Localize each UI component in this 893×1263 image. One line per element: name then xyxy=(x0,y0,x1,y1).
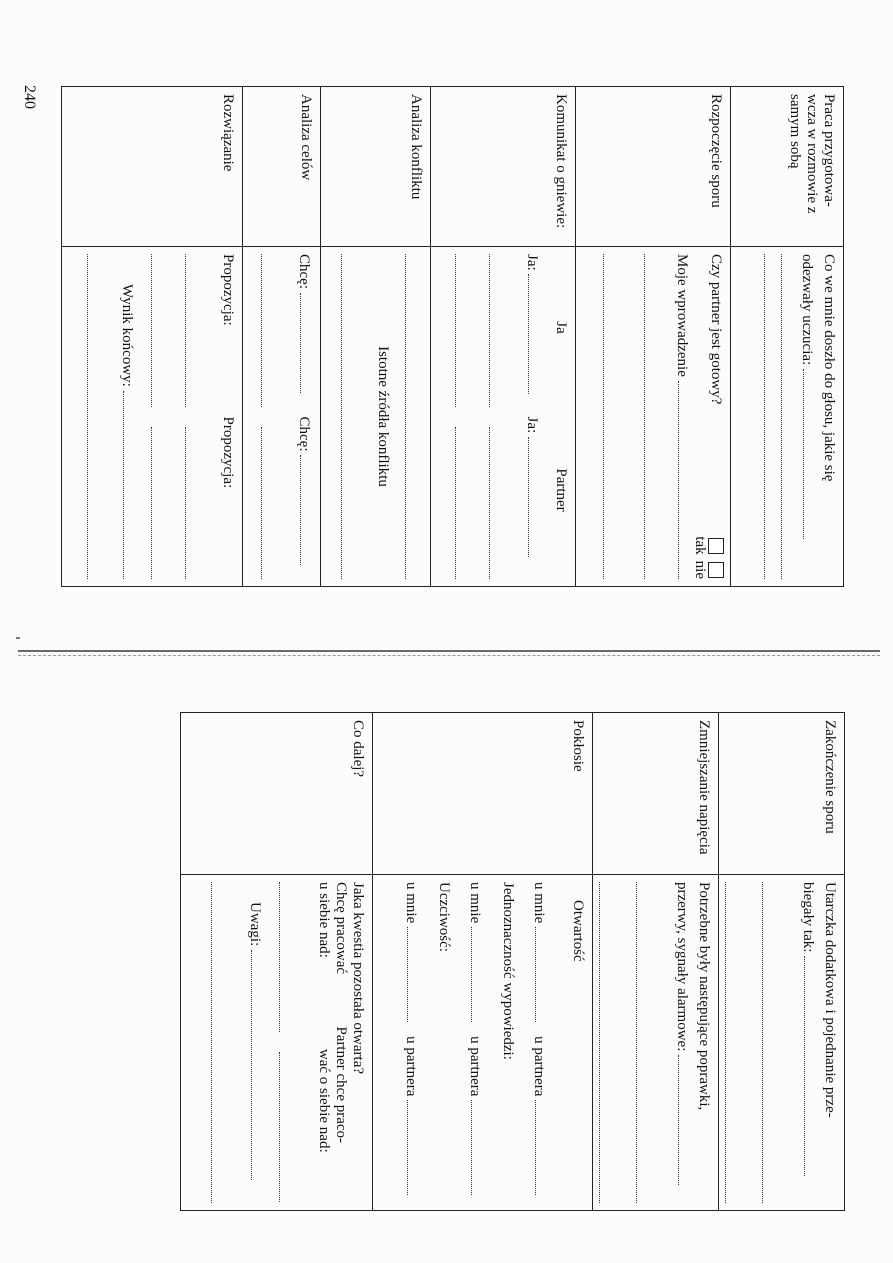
row-preparation xyxy=(731,87,844,587)
work-fields-row xyxy=(279,882,293,1203)
label-text: Praca przygotowa- wcza w rozmowie z samym sobą xyxy=(787,94,837,214)
label-what-next xyxy=(181,713,373,875)
honesty-partner xyxy=(402,1036,421,1203)
dotted-field[interactable] xyxy=(261,254,275,407)
wants-row xyxy=(295,254,314,579)
prompt-line-1: Utarczka dodatkowa i pojednanie prze- xyxy=(822,882,838,1118)
clarity-me xyxy=(466,882,485,1036)
row-end-dispute xyxy=(719,713,845,1211)
prompt-line-2-row xyxy=(673,882,692,1203)
work-row-2 xyxy=(315,882,332,1203)
proposals-extra-row xyxy=(185,254,199,579)
openness-label: Otwartość xyxy=(570,900,586,962)
dotted-field[interactable] xyxy=(603,254,618,579)
me-prefix: Ja: xyxy=(524,254,540,271)
content-anger-message xyxy=(431,247,576,587)
ready-question-row xyxy=(692,254,724,579)
label-text: Zmniejszanie napięcia xyxy=(696,720,712,855)
label-end-dispute xyxy=(719,713,845,875)
dotted-field[interactable] xyxy=(636,882,651,1203)
work-me-line-1: Chcę pracować xyxy=(333,882,349,975)
dotted-field[interactable] xyxy=(762,882,777,1203)
label-anger-message xyxy=(431,87,576,247)
want-me xyxy=(295,254,314,417)
prompt-line-1: Co we mnie doszło do głosu, jakie się xyxy=(821,254,837,482)
result-label: Wynik końcowy: xyxy=(119,284,135,387)
dotted-field[interactable] xyxy=(407,1100,421,1195)
label-start-dispute xyxy=(576,87,731,247)
clarity-partner xyxy=(466,1036,485,1203)
honesty-row xyxy=(402,882,421,1203)
dotted-field[interactable] xyxy=(407,927,421,1022)
prompt-line-2-row xyxy=(798,254,817,579)
label-text: Zakończenie sporu xyxy=(822,720,838,834)
partner-field xyxy=(523,417,542,580)
dotted-field[interactable] xyxy=(489,254,503,407)
clarity-row xyxy=(466,882,485,1203)
content-end-dispute xyxy=(719,875,845,1211)
label-text: Rozpoczęcie sporu xyxy=(708,94,724,208)
content-what-next xyxy=(181,875,373,1211)
no-label: nie xyxy=(692,560,708,579)
dotted-field[interactable] xyxy=(251,950,265,1180)
intro-row xyxy=(673,254,692,579)
me-label: u mnie xyxy=(403,882,419,924)
content-tension-reduction xyxy=(593,875,719,1211)
dotted-field[interactable] xyxy=(764,254,779,579)
dotted-field[interactable] xyxy=(471,927,485,1022)
intro-label: Moje wprowadzenie xyxy=(674,254,690,377)
dotted-field[interactable] xyxy=(528,437,542,557)
remarks-row xyxy=(246,882,265,1203)
dotted-field[interactable] xyxy=(300,293,314,393)
clarity-label: Jednoznaczność wypowiedzi: xyxy=(500,882,516,1060)
partner-prefix: Ja: xyxy=(524,416,540,434)
work-row-1 xyxy=(332,882,349,1203)
label-text: Analiza celów xyxy=(298,94,314,181)
content-goal-analysis xyxy=(243,247,321,587)
prompt-line-2: biegały tak: xyxy=(800,882,816,953)
dotted-field[interactable] xyxy=(535,1100,549,1195)
anger-headers xyxy=(552,254,569,579)
openness-partner xyxy=(530,1036,549,1203)
row-start-dispute xyxy=(576,87,731,587)
prompt-line-2: odezwały uczucia: xyxy=(799,254,815,366)
label-aftermath xyxy=(373,713,593,875)
dotted-field[interactable] xyxy=(279,882,293,1032)
open-question: Jaka kwestia pozostała otwarta? xyxy=(350,882,366,1075)
content-start-dispute xyxy=(576,247,731,587)
row-conflict-analysis xyxy=(321,87,431,587)
label-conflict-analysis xyxy=(321,87,431,247)
me-label: u mnie xyxy=(531,882,547,924)
row-tension-reduction xyxy=(593,713,719,1211)
content-preparation xyxy=(731,247,844,587)
wants-extra-row xyxy=(261,254,275,579)
label-solution xyxy=(62,87,243,247)
page-separator-line xyxy=(18,650,880,652)
proposals-row xyxy=(219,254,236,579)
honesty-me xyxy=(402,882,421,1036)
label-text: Pokłosie xyxy=(570,720,586,772)
dotted-field[interactable] xyxy=(300,455,314,565)
prompt-line-2: przerwy, sygnały alarmowe: xyxy=(674,882,690,1052)
me-field xyxy=(523,254,542,417)
dotted-field[interactable] xyxy=(151,254,165,407)
row-what-next xyxy=(181,713,373,1211)
dotted-field[interactable] xyxy=(151,427,165,580)
work-me-line-2: u siebie nad: xyxy=(316,882,332,958)
dotted-field[interactable] xyxy=(455,254,469,407)
no-checkbox[interactable] xyxy=(708,562,724,578)
honesty-label: Uczciwość: xyxy=(436,882,452,952)
yes-option xyxy=(692,536,724,554)
yes-label: tak xyxy=(692,536,708,555)
row-anger-message xyxy=(431,87,576,587)
dotted-field[interactable] xyxy=(471,1100,485,1195)
anger-extra-row xyxy=(455,254,469,579)
work-partner-line-2: wać o siebie nad: xyxy=(316,1048,332,1153)
dotted-field[interactable] xyxy=(678,1055,692,1185)
dotted-field[interactable] xyxy=(261,427,275,580)
dotted-field[interactable] xyxy=(123,391,137,579)
label-text: Komunikat o gniewie: xyxy=(553,94,569,229)
anger-fields-row xyxy=(523,254,542,579)
dotted-field[interactable] xyxy=(528,274,542,394)
dotted-field[interactable] xyxy=(678,381,692,579)
yes-checkbox[interactable] xyxy=(708,538,724,554)
label-text: Rozwiązanie xyxy=(220,94,236,172)
content-aftermath xyxy=(373,875,593,1211)
work-partner-line-1: Partner chce praco- xyxy=(333,1026,349,1144)
dotted-field[interactable] xyxy=(599,882,614,1203)
dotted-field[interactable] xyxy=(405,254,420,579)
bottom-form-table xyxy=(180,712,845,1211)
partner-label: u partnera xyxy=(403,1036,419,1097)
dotted-field[interactable] xyxy=(644,254,659,579)
openness-row xyxy=(530,882,549,1203)
dotted-field[interactable] xyxy=(803,369,817,539)
me-header: Ja xyxy=(553,321,569,334)
want-partner xyxy=(295,417,314,580)
anger-extra-row xyxy=(489,254,503,579)
top-form-table xyxy=(61,86,844,587)
row-aftermath xyxy=(373,713,593,1211)
partner-label: u partnera xyxy=(531,1036,547,1097)
proposals-extra-row xyxy=(151,254,165,579)
partner-label: u partnera xyxy=(467,1036,483,1097)
row-goal-analysis xyxy=(243,87,321,587)
dotted-field[interactable] xyxy=(185,254,199,407)
conflict-sources: Istotne źródła konfliktu xyxy=(375,346,391,487)
dotted-field[interactable] xyxy=(87,254,102,579)
dotted-field[interactable] xyxy=(455,427,469,580)
content-conflict-analysis xyxy=(321,247,431,587)
crop-mark xyxy=(16,637,20,639)
dotted-field[interactable] xyxy=(341,254,356,579)
partner-header: Partner xyxy=(553,468,569,512)
want-me-label: Chcę: xyxy=(296,254,312,289)
label-tension-reduction xyxy=(593,713,719,875)
dotted-field[interactable] xyxy=(781,254,796,579)
checkbox-group xyxy=(692,530,724,579)
dotted-field[interactable] xyxy=(804,956,818,1176)
dotted-field[interactable] xyxy=(535,927,549,1022)
result-row xyxy=(118,254,137,579)
openness-me xyxy=(530,882,549,1036)
label-preparation xyxy=(731,87,844,247)
page-number: 240 xyxy=(21,85,38,109)
dotted-field[interactable] xyxy=(185,427,199,580)
dotted-field[interactable] xyxy=(279,1052,293,1202)
dotted-field[interactable] xyxy=(725,882,740,1203)
ready-question: Czy partner jest gotowy? xyxy=(708,254,724,405)
proposal-partner: Propozycja: xyxy=(220,416,236,489)
want-partner-label: Chcę: xyxy=(296,416,312,452)
prompt-line-2-row xyxy=(799,882,818,1203)
no-option xyxy=(692,561,724,579)
row-solution xyxy=(62,87,243,587)
page-separator-dashed xyxy=(18,655,880,656)
label-goal-analysis xyxy=(243,87,321,247)
label-text: Analiza konfliktu xyxy=(408,94,424,200)
prompt-line-1: Potrzebne były następujące poprawki, xyxy=(696,882,712,1111)
content-solution xyxy=(62,247,243,587)
proposal-me: Propozycja: xyxy=(220,254,236,326)
me-label: u mnie xyxy=(467,882,483,924)
dotted-field[interactable] xyxy=(211,882,226,1203)
label-text: Co dalej? xyxy=(350,720,366,778)
remarks-label: Uwagi: xyxy=(247,902,263,947)
dotted-field[interactable] xyxy=(489,427,503,580)
